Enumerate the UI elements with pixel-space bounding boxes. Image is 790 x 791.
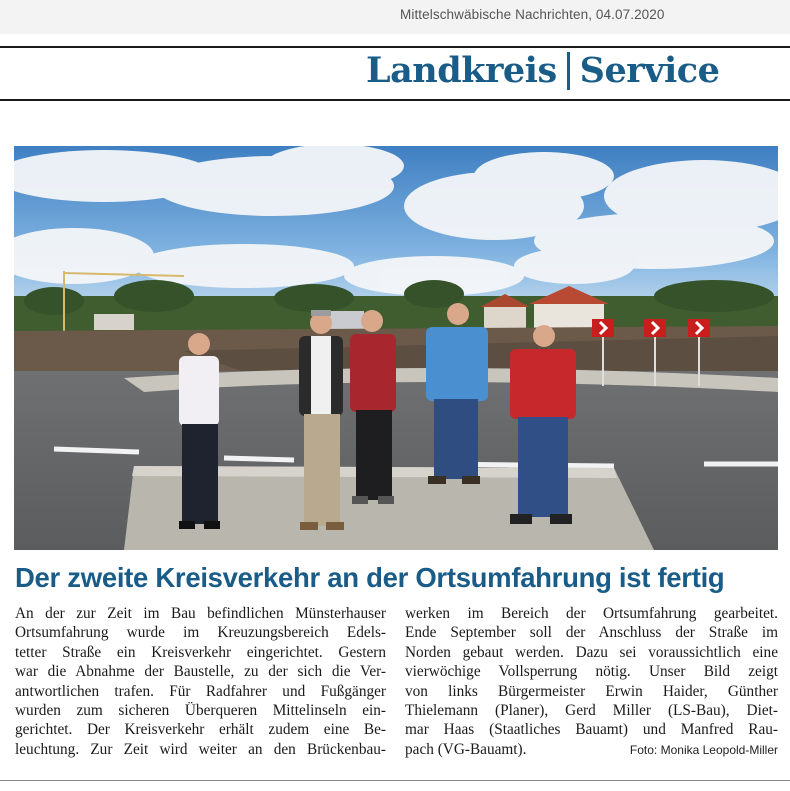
text-line: gerichtet. Der Kreisverkehr erhält zudem eine Be- xyxy=(15,721,386,739)
text-line: mar Haas (Staatliches Bauamt) und Manfred Rau- xyxy=(405,721,778,739)
text-line: leuchtung. Zur Zeit wird weiter an den Brückenbau- xyxy=(15,740,386,758)
header-rule xyxy=(0,99,790,101)
roundabout-photo-illustration xyxy=(14,146,778,550)
text-line: von links Bürgermeister Erwin Haider, Günther xyxy=(405,682,778,700)
text-line: vierwöchige Vollsperrung nötig. Unser Bild zeigt xyxy=(405,663,778,681)
text-line: Thielemann (Planer), Gerd Miller (LS-Bau), Diet- xyxy=(405,701,778,719)
top-rule xyxy=(0,46,790,48)
section-title xyxy=(366,50,719,91)
article-photo xyxy=(14,146,778,550)
text-line: tetter Straße ein Kreisverkehr eingerichtet. Gestern xyxy=(15,643,386,661)
photo-credit: Foto: Monika Leopold-Miller xyxy=(629,743,778,757)
person-5 xyxy=(510,325,576,524)
text-line: war die Abnahme der Baustelle, zu der sich die Ver- xyxy=(15,663,386,681)
person-1 xyxy=(179,333,220,529)
text-line: Ende September soll der Anschluss der Straße im xyxy=(405,624,778,642)
section-title-right: Service xyxy=(579,50,720,91)
text-line: Norden gebaut werden. Dazu sei voraussichtlich eine xyxy=(405,643,778,661)
text-line: antwortlichen trafen. Für Radfahrer und Fußgänger xyxy=(15,682,386,700)
person-3 xyxy=(350,310,396,504)
text-line: Ortsumfahrung wurde im Kreuzungsbereich Edels- xyxy=(15,624,386,642)
person-2 xyxy=(299,310,344,530)
article-column-1 xyxy=(15,604,386,759)
section-title-left: Landkreis xyxy=(366,50,557,91)
top-bar xyxy=(0,0,790,34)
text-line: werken im Bereich der Ortsumfahrung gearbeitet. xyxy=(405,605,778,622)
bottom-rule xyxy=(0,780,790,781)
text-line: pach (VG-Bauamt). xyxy=(405,740,527,758)
section-separator xyxy=(567,52,570,90)
text-line: An der zur Zeit im Bau befindlichen Münsterhauser xyxy=(15,605,386,622)
article-column-2 xyxy=(405,604,778,759)
article-headline: Der zweite Kreisverkehr an der Ortsumfahrung ist fertig xyxy=(15,562,725,593)
text-line: wurden zum sicheren Überqueren Mittelinseln ein- xyxy=(15,701,386,719)
newspaper-source-date: Mittelschwäbische Nachrichten, 04.07.2020 xyxy=(400,7,665,22)
